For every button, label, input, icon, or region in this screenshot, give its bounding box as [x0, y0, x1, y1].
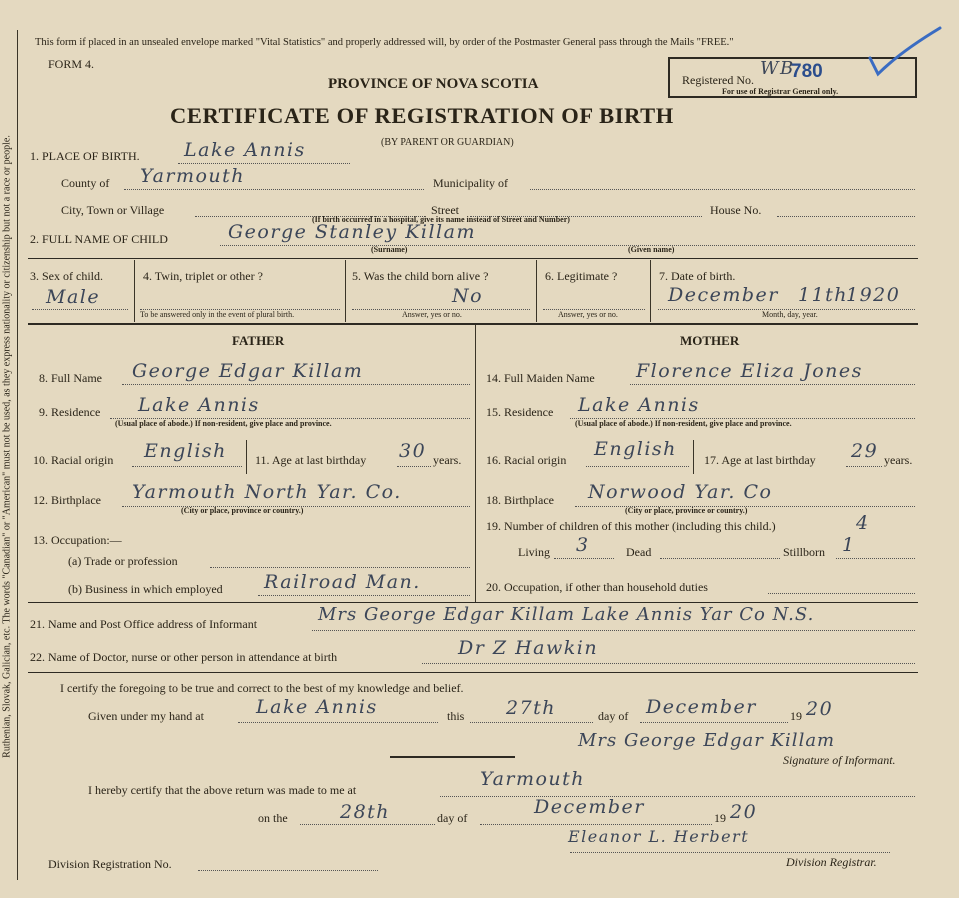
dob-month-value: December: [668, 284, 779, 306]
given-day-line: [470, 722, 593, 723]
dob-year-value: 1920: [846, 284, 901, 306]
hereby-text: I hereby certify that the above return was made to me at: [88, 783, 357, 797]
this-label: this: [447, 709, 465, 723]
given-at-value: Lake Annis: [256, 696, 378, 718]
mother-name-line: [630, 384, 915, 385]
place-of-birth-line: [178, 163, 350, 164]
city-label: City, Town or Village: [61, 203, 165, 217]
rule-parents-top: [28, 323, 918, 325]
living-line: [554, 558, 614, 559]
hospital-note: (If birth occurred in a hospital, give its name instead of Street and Number): [312, 215, 570, 224]
father-birthplace-label: 12. Birthplace: [33, 493, 101, 507]
given-month-value: December: [646, 696, 757, 718]
received-month-value: December: [534, 796, 645, 818]
father-heading: FATHER: [232, 333, 285, 348]
divider: [345, 260, 346, 322]
mother-years-label: years.: [884, 453, 913, 467]
given-name-note: (Given name): [628, 245, 675, 254]
divider: [693, 440, 694, 474]
place-of-birth-label: 1. PLACE OF BIRTH.: [30, 149, 140, 163]
dob-day-value: 11th: [798, 284, 849, 306]
rule-certify-top: [28, 672, 918, 673]
house-no-label: House No.: [710, 203, 762, 217]
father-racial-label: 10. Racial origin: [33, 453, 114, 467]
father-residence-value: Lake Annis: [138, 394, 260, 416]
mother-residence-value: Lake Annis: [578, 394, 700, 416]
father-name-label: 8. Full Name: [39, 371, 102, 385]
given-under-label: Given under my hand at: [88, 709, 204, 723]
margin-line: [17, 30, 18, 880]
received-year-value: 20: [730, 801, 758, 823]
division-registration-line: [198, 870, 378, 871]
mother-birthplace-value: Norwood Yar. Co: [588, 481, 773, 503]
received-day-value: 28th: [340, 801, 391, 823]
registration-prefix: WB: [760, 58, 795, 79]
received-day-line: [300, 824, 435, 825]
mother-city-note: (City or place, province or country.): [625, 506, 748, 515]
children-total-value: 4: [856, 512, 870, 534]
on-the-label: on the: [258, 811, 288, 825]
municipality-line: [530, 189, 915, 190]
living-value: 3: [576, 534, 590, 556]
division-registration-label: Division Registration No.: [48, 857, 172, 871]
trade-label: (a) Trade or profession: [68, 554, 178, 568]
mother-racial-line: [586, 466, 689, 467]
date-of-birth-label: 7. Date of birth.: [659, 269, 736, 283]
county-line: [124, 189, 424, 190]
children-label: 19. Number of children of this mother (including this child.): [486, 519, 776, 533]
informant-value: Mrs George Edgar Killam Lake Annis Yar Co N.S.: [318, 604, 815, 625]
rule-parents-bottom: [28, 602, 918, 603]
born-alive-label: 5. Was the child born alive ?: [352, 269, 489, 283]
mother-age-line: [846, 466, 882, 467]
given-year-prefix: 19: [790, 709, 802, 723]
house-no-line: [777, 216, 915, 217]
dob-note: Month, day, year.: [762, 310, 818, 319]
separator-rule: [390, 756, 515, 758]
doctor-value: Dr Z Hawkin: [458, 637, 599, 659]
registered-no-note: For use of Registrar General only.: [722, 87, 839, 96]
father-age-label: 11. Age at last birthday: [255, 453, 367, 467]
father-business-value: Railroad Man.: [264, 571, 421, 593]
received-at-value: Yarmouth: [480, 768, 586, 790]
sex-label: 3. Sex of child.: [30, 269, 103, 283]
stillborn-label: Stillborn: [783, 545, 826, 559]
born-alive-value: No: [452, 285, 484, 307]
father-years-label: years.: [433, 453, 462, 467]
mother-age-label: 17. Age at last birthday: [704, 453, 816, 467]
father-residence-label: 9. Residence: [39, 405, 101, 419]
living-label: Living: [518, 545, 550, 559]
form-number: FORM 4.: [48, 57, 95, 71]
doctor-label: 22. Name of Doctor, nurse or other person in attendance at birth: [30, 650, 338, 664]
divider: [650, 260, 651, 322]
signature-informant-label: Signature of Informant.: [783, 753, 896, 767]
received-year-prefix: 19: [714, 811, 726, 825]
received-month-line: [480, 824, 712, 825]
full-name-label: 2. FULL NAME OF CHILD: [30, 232, 168, 246]
father-abode-note: (Usual place of abode.) If non-resident, give place and province.: [115, 419, 332, 428]
father-racial-line: [132, 466, 242, 467]
place-of-birth-value: Lake Annis: [184, 139, 306, 161]
received-at-line: [440, 796, 915, 797]
father-name-line: [122, 384, 470, 385]
business-line: [258, 595, 470, 596]
dead-line: [660, 558, 780, 559]
given-year-value: 20: [806, 698, 834, 720]
certify-text: I certify the foregoing to be true and correct to the best of my knowledge and belief.: [60, 681, 464, 695]
father-city-note: (City or place, province or country.): [181, 506, 304, 515]
mother-abode-note: (Usual place of abode.) If non-resident, give place and province.: [575, 419, 792, 428]
mother-heading: MOTHER: [680, 333, 740, 348]
father-name-value: George Edgar Killam: [132, 360, 364, 382]
informant-signature: Mrs George Edgar Killam: [578, 730, 836, 751]
occupation-label: 13. Occupation:—: [33, 533, 122, 547]
father-racial-value: English: [144, 440, 227, 462]
mother-residence-label: 15. Residence: [486, 405, 554, 419]
mother-name-label: 14. Full Maiden Name: [486, 371, 595, 385]
municipality-label: Municipality of: [433, 176, 508, 190]
registered-no-label: Registered No.: [682, 73, 754, 87]
business-label: (b) Business in which employed: [68, 582, 223, 596]
certificate-title: CERTIFICATE OF REGISTRATION OF BIRTH: [170, 103, 674, 128]
father-age-line: [397, 466, 431, 467]
father-birthplace-value: Yarmouth North Yar. Co.: [132, 481, 402, 503]
county-value: Yarmouth: [140, 165, 246, 187]
divider: [134, 260, 135, 322]
informant-label: 21. Name and Post Office address of Informant: [30, 617, 258, 631]
registrar-line: [570, 852, 890, 853]
mother-racial-value: English: [594, 438, 677, 460]
surname-note: (Surname): [371, 245, 408, 254]
twin-note: To be answered only in the event of plural birth.: [140, 310, 295, 319]
registration-number: 780: [791, 61, 823, 82]
side-note: Ruthenian, Slovak, Galician, etc. The words "Canadian" or "American" must not be used, as they express nationality or citizenship but not a race or people.: [1, 135, 13, 758]
sex-line: [32, 309, 128, 310]
divider: [246, 440, 247, 474]
division-registrar-label: Division Registrar.: [786, 855, 877, 869]
mother-occupation-label: 20. Occupation, if other than household duties: [486, 580, 708, 594]
born-alive-note: Answer, yes or no.: [402, 310, 462, 319]
stillborn-value: 1: [842, 534, 856, 556]
given-day-value: 27th: [506, 697, 557, 719]
parents-divider: [475, 325, 476, 603]
dead-label: Dead: [626, 545, 652, 559]
mother-name-value: Florence Eliza Jones: [636, 360, 863, 382]
rule-top: [28, 258, 918, 259]
twin-label: 4. Twin, triplet or other ?: [143, 269, 263, 283]
registrar-signature: Eleanor L. Herbert: [568, 827, 750, 846]
certificate-subtitle: (BY PARENT OR GUARDIAN): [381, 137, 514, 148]
trade-line: [210, 567, 470, 568]
province-heading: PROVINCE OF NOVA SCOTIA: [328, 76, 539, 92]
checkmark-icon: [840, 22, 950, 82]
county-label: County of: [61, 176, 110, 190]
child-name-value: George Stanley Killam: [228, 221, 476, 243]
informant-line: [312, 630, 915, 631]
doctor-line: [422, 663, 915, 664]
father-age-value: 30: [399, 440, 427, 462]
mother-age-value: 29: [851, 440, 879, 462]
stillborn-line: [836, 558, 915, 559]
day-of-label: day of: [598, 709, 629, 723]
divider: [536, 260, 537, 322]
street-label: Street: [431, 203, 459, 217]
mother-occupation-line: [768, 593, 915, 594]
given-month-line: [640, 722, 788, 723]
top-notice: This form if placed in an unsealed envelope marked "Vital Statistics" and properly addressed will, by order of the Postmaster General pass through the Mails "FREE.": [35, 37, 734, 48]
day-of-label-2: day of: [437, 811, 468, 825]
mother-racial-label: 16. Racial origin: [486, 453, 567, 467]
full-name-line: [220, 245, 915, 246]
sex-value: Male: [46, 286, 101, 308]
given-at-line: [238, 722, 438, 723]
mother-birthplace-label: 18. Birthplace: [486, 493, 554, 507]
legitimate-note: Answer, yes or no.: [558, 310, 618, 319]
legitimate-label: 6. Legitimate ?: [545, 269, 618, 283]
